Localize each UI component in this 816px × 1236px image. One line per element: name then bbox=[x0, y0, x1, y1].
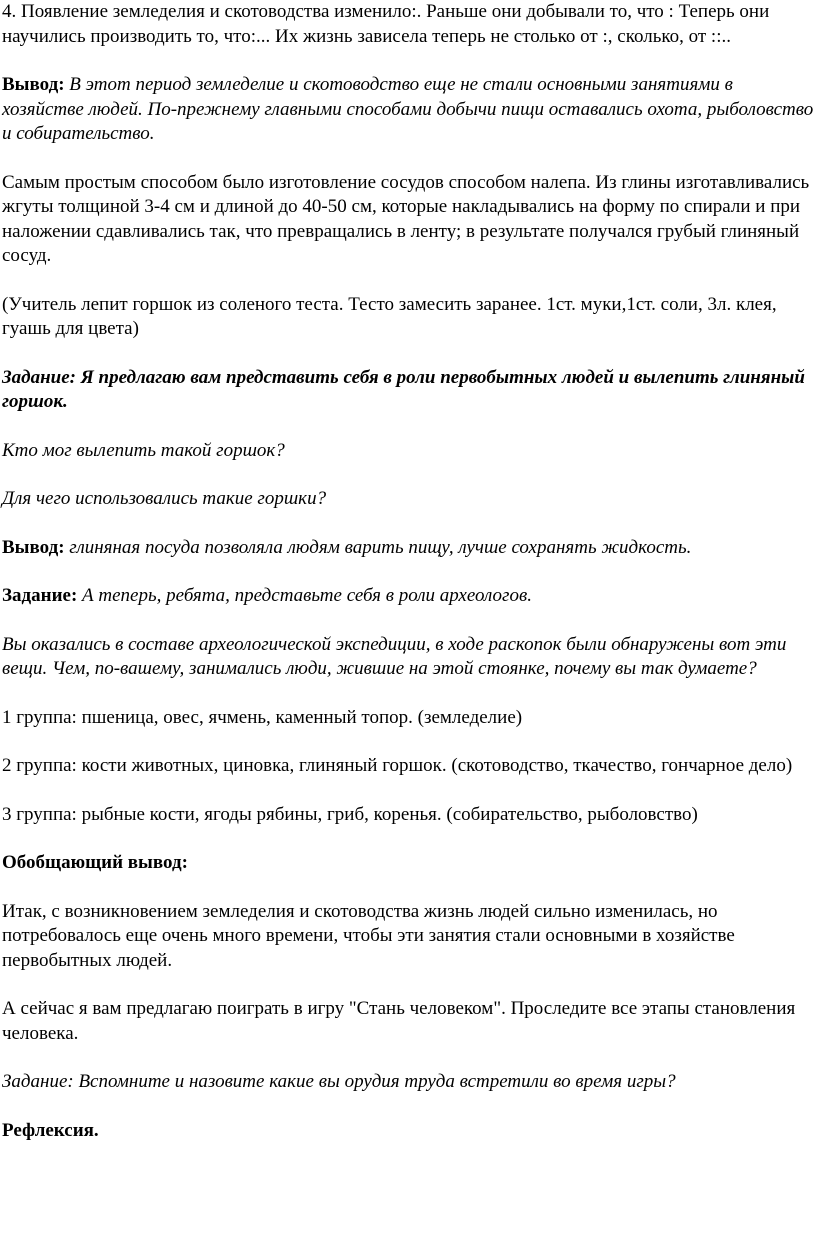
question-who-text: Кто мог вылепить такой горшок? bbox=[2, 439, 285, 461]
conclusion-text: В этот период земледелие и скотоводство еще не стали основными занятиями в хозяйстве людей. По-прежнему главными способами добычи пищи оставались охота, рыболовство и собирательство. bbox=[2, 74, 814, 144]
reflection-text: Рефлексия. bbox=[2, 1119, 99, 1141]
task-archaeologists-text: А теперь, ребята, представьте себя в роли археологов. bbox=[82, 585, 532, 606]
paragraph-teacher-note: (Учитель лепит горшок из соленого теста. Тесто замесить заранее. 1ст. муки,1ст. соли, 3л. клея, гуашь для цвета) bbox=[2, 293, 777, 339]
task-tools-text: Задание: Вспомните и назовите какие вы орудия труда встретили во время игры? bbox=[2, 1071, 676, 1092]
paragraph-expedition bbox=[2, 633, 816, 682]
paragraph-task-tools bbox=[2, 1070, 816, 1095]
conclusion-2-label: Вывод: bbox=[2, 536, 65, 558]
task-label: Задание: bbox=[2, 585, 78, 606]
paragraph-changes: 4. Появление земледелия и скотоводства изменило:. Раньше они добывали то, что : Теперь они научились производить то, что:... Их жизнь зависела теперь не столько от :, сколько, от ::.. bbox=[2, 1, 770, 47]
paragraph-summary-heading bbox=[2, 851, 816, 876]
paragraph-summary: Итак, с возникновением земледелия и скотоводства жизнь людей сильно изменилась, но потребовалось еще очень много времени, чтобы эти занятия стали основными в хозяйстве первобытных людей. bbox=[2, 900, 735, 971]
task-pot-text: Задание: Я предлагаю вам представить себя в роли первобытных людей и вылепить глиняный горшок. bbox=[2, 366, 805, 412]
paragraph-pottery-method: Самым простым способом было изготовление сосудов способом налепа. Из глины изготавливались жгуты толщиной 3-4 см и длиной до 40-50 см, которые накладывались на форму по спирали и при наложении сдавливались так, что превращались в ленту; в результате получался грубый глиняный сосуд. bbox=[2, 171, 810, 266]
paragraph-question-who bbox=[2, 439, 816, 464]
paragraph-game: А сейчас я вам предлагаю поиграть в игру "Стань человеком". Проследите все этапы становления человека. bbox=[2, 998, 796, 1044]
paragraph-reflection bbox=[2, 1119, 816, 1144]
paragraph-group-2: 2 группа: кости животных, циновка, глиняный горшок. (скотоводство, ткачество, гончарное дело) bbox=[2, 755, 793, 776]
paragraph-conclusion-1 bbox=[2, 73, 816, 147]
paragraph-group-3: 3 группа: рыбные кости, ягоды рябины, гриб, коренья. (собирательство, рыболовство) bbox=[2, 803, 698, 825]
paragraph-conclusion-2 bbox=[2, 536, 816, 561]
conclusion-label: Вывод: bbox=[2, 74, 65, 95]
paragraph-task-archaeologists bbox=[2, 584, 816, 609]
paragraph-question-why bbox=[2, 487, 816, 512]
question-why-text: Для чего использовались такие горшки? bbox=[2, 488, 327, 509]
paragraph-task-pot bbox=[2, 366, 816, 415]
expedition-text: Вы оказались в составе археологической экспедиции, в ходе раскопок были обнаружены вот эти вещи. Чем, по-вашему, занимались люди, жившие на этой стоянке, почему вы так думаете? bbox=[2, 633, 787, 679]
summary-heading-text: Обобщающий вывод: bbox=[2, 852, 188, 873]
paragraph-group-1: 1 группа: пшеница, овес, ячмень, каменный топор. (земледелие) bbox=[2, 706, 523, 728]
conclusion-2-text: глиняная посуда позволяла людям варить пищу, лучше сохранять жидкость. bbox=[69, 536, 692, 558]
